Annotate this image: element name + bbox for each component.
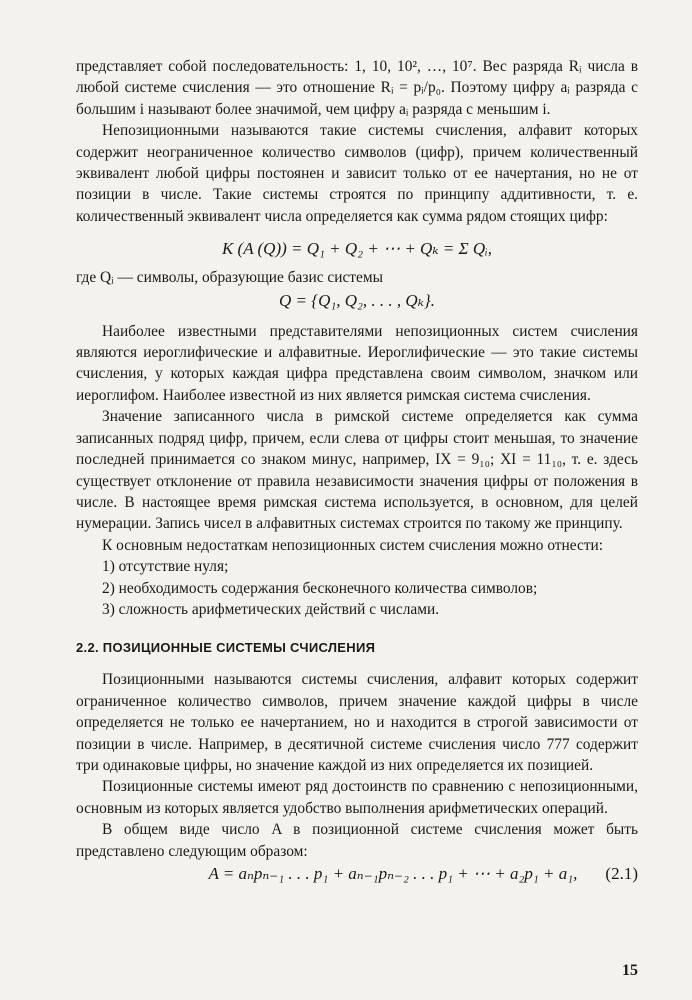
paragraph-intro: представляет собой последовательность: 1, 10, 10², …, 10⁷. Вес разряда Rᵢ числа в любой системе счисления — это отношение Rᵢ = pᵢ/p₀. Поэтому цифру aᵢ разряда с большим i называют более значимой, чем цифру aᵢ разряда с меньшим i.: [76, 58, 638, 118]
formula-sum: K (A (Q)) = Q₁ + Q₂ + ⋯ + Qₖ = Σ Qᵢ,: [221, 239, 493, 259]
formula-general-row: [76, 862, 638, 886]
where-clause: где Qᵢ — символы, образующие базис системы: [76, 269, 383, 287]
paragraph-known-systems: Наиболее известными представителями непозиционных систем счисления являются иероглифические и алфавитные. Иероглифические — это такие системы счисления, у которых каждая цифра представлена своим символом, значком или иероглифом. Наиболее известной из них является римская система счисления.: [76, 322, 638, 404]
paragraph-nonpositional-definition: Непозиционными называются такие системы счисления, алфавит которых содержит неограниченное количество символов (цифр), причем количественный эквивалент любой цифры постоянен и зависит только от ее начертания, но не от позиции в числе. Такие системы строятся по принципу аддитивности, т. е. количественный эквивалент числа определяется как сумма рядом стоящих цифр:: [76, 122, 638, 225]
list-item: 1) отсутствие нуля;: [102, 558, 229, 576]
page-content: [76, 56, 638, 886]
section-heading: 2.2. ПОЗИЦИОННЫЕ СИСТЕМЫ СЧИСЛЕНИЯ: [76, 640, 376, 656]
paragraph-drawbacks-intro: К основным недостаткам непозиционных систем счисления можно отнести:: [102, 536, 604, 554]
list-item: 3) сложность арифметических действий с числами.: [102, 600, 440, 618]
paragraph-advantages: Позиционные системы имеют ряд достоинств по сравнению с непозиционными, основным из которых является удобство выполнения арифметических операций.: [76, 778, 638, 817]
paragraph-roman: Значение записанного числа в римской системе определяется как сумма записанных подряд цифр, причем, если слева от цифры стоит меньшая, то значение последней принимается со знаком минус, например, IX = 9₁₀; XI = 11₁₀, т. е. здесь существует отклонение от правила независимости значения цифры от положения в числе. В настоящее время римская система используется, в основном, для целей нумерации. Запись чисел в алфавитных системах строится по такому же принципу.: [76, 408, 638, 533]
formula-general: A = aₙpₙ₋₁ . . . p₁ + aₙ₋₁pₙ₋₂ . . . p₁ + ⋯ + a₂p₁ + a₁,: [208, 864, 578, 883]
list-item: 2) необходимость содержания бесконечного количества символов;: [102, 579, 538, 597]
page-number: 15: [622, 962, 638, 979]
paragraph-positional-definition: Позиционными называются системы счисления, алфавит которых содержит ограниченное количество символов, причем значение каждой цифры в числе определяется не только ее начертанием, но и находится в строгой зависимости от позиции в числе. Например, в десятичной системе счисления число 777 содержит три одинаковые цифры, но значение каждой из них определяется их позицией.: [76, 671, 638, 774]
formula-basis: Q = {Q₁, Q₂, . . . , Qₖ}.: [279, 290, 435, 310]
drawbacks-list: [76, 556, 638, 620]
paragraph-general-form: В общем виде число A в позиционной системе счисления может быть представлено следующим образом:: [76, 821, 638, 860]
formula-number: (2.1): [605, 864, 638, 883]
